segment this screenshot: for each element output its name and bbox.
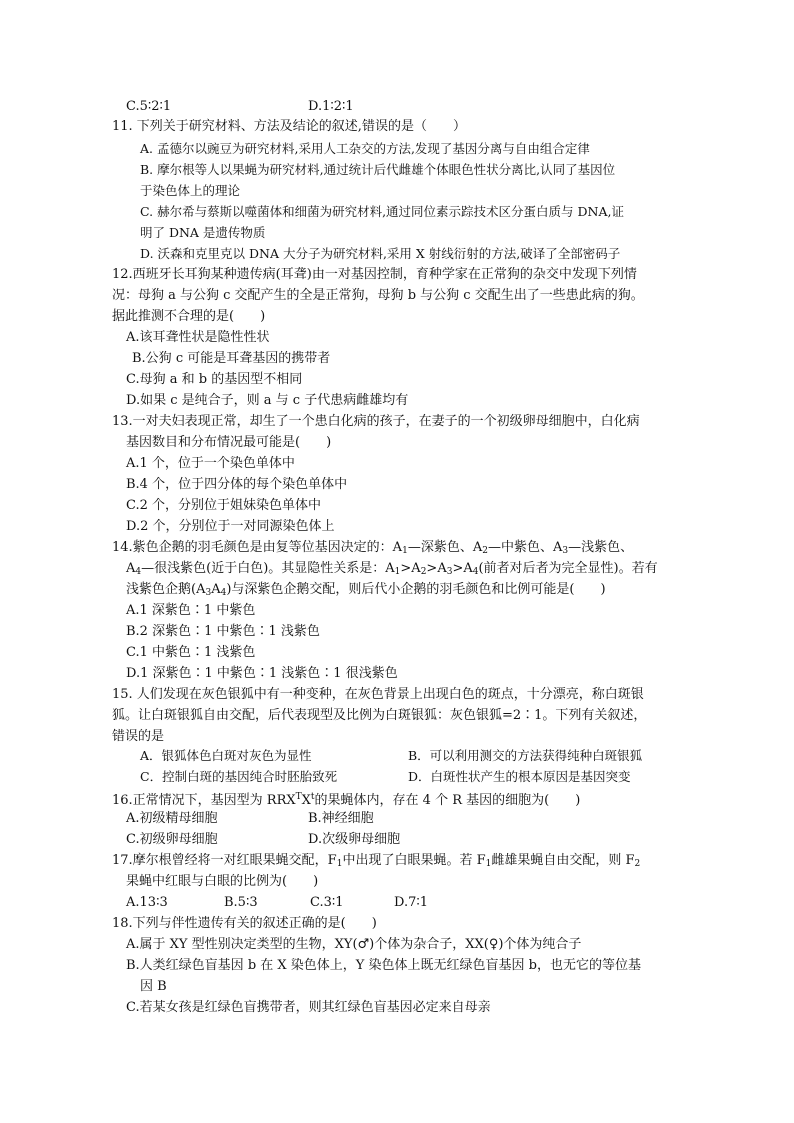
q12-option-a: A.该耳聋性状是隐性性状 [126,330,270,345]
q15-stem-line2: 狐。让白斑银狐自由交配，后代表现型及比例为白斑银狐：灰色银狐=2∶1。下列有关叙述， [112,708,647,723]
q17-option-a: A.13∶3 [126,895,168,910]
q15-option-d: D．白斑性状产生的根本原因是基因突变 [408,769,631,784]
q15-stem-line3: 错误的是 [112,729,165,744]
q17-stem-line1: 17.摩尔根曾经将一对红眼果蝇交配，$F_1$中出现了白眼果蝇。若 $F_1$雌雄果蝇自由交配，则 $F_2$ [112,853,641,869]
q13-stem-line2: 基因数目和分布情况最可能是( ) [126,435,332,450]
q14-option-c: C.1 中紫色∶1 浅紫色 [126,645,256,660]
q12-option-b: B.公狗 c 可能是耳聋基因的携带者 [132,351,331,366]
q18-option-b-line1: B.人类红绿色盲基因 b 在 X 染色体上，Y 染色体上既无红绿色盲基因 b，也无它的等位基 [126,958,641,973]
q14-option-a: A.1 深紫色∶1 中紫色 [126,603,256,618]
q13-option-a: A.1 个，位于一个染色单体中 [126,456,295,471]
q15-option-b: B．可以利用测交的方法获得纯种白斑银狐 [408,748,643,763]
q10-option-d: D.1∶2∶1 [308,99,354,114]
q17-option-d: D.7∶1 [394,895,429,910]
q12-stem-line1: 12.西班牙长耳狗某种遗传病(耳聋)由一对基因控制，育种学家在正常狗的杂交中发现下列情 [112,267,637,282]
q13-option-d: D.2 个，分别位于一对同源染色体上 [126,519,335,534]
q15-option-c: C．控制白斑的基因纯合时胚胎致死 [140,769,338,784]
q12-option-d: D.如果 c 是纯合子，则 a 与 c 子代患病雌雄均有 [126,393,409,408]
q18-option-c: C.若某女孩是红绿色盲携带者，则其红绿色盲基因必定来自母亲 [126,1000,491,1015]
q11-option-d: D. 沃森和克里克以 DNA 大分子为研究材料,采用 X 射线衍射的方法,破译了全部密码子 [140,246,621,261]
q16-option-b: B.神经细胞 [308,811,374,826]
q18-stem: 18.下列与伴性遗传有关的叙述正确的是( ) [112,916,377,931]
q17-stem-line2: 果蝇中红眼与白眼的比例为( ) [126,874,319,889]
q18-option-b-line2: 因 B [140,979,167,994]
q11-option-b-line2: 于染色体上的理论 [140,183,241,198]
q16-option-d: D.次级卵母细胞 [308,832,401,847]
q14-stem-line2: $A_4—$很浅紫色(近于白色)。其显隐性关系是：$A_1>A_2>A_3>A_4$(前者对后者为完全显性)。若有 [126,561,658,577]
q18-option-a: A.属于 XY 型性别决定类型的生物，XY(♂)个体为杂合子，XX(♀)个体为纯合子 [126,937,582,952]
q13-stem-line1: 13.一对夫妇表现正常，却生了一个患白化病的孩子，在妻子的一个初级卵母细胞中，白化病 [112,414,640,429]
q16-stem: 16.正常情况下，基因型为 $RRX^TX^t$的果蝇体内，存在 4 个 R 基因的细胞为( ) [112,792,581,808]
q14-option-d: D.1 深紫色∶1 中紫色∶1 浅紫色∶1 很浅紫色 [126,666,398,681]
q11-option-a: A. 孟德尔以豌豆为研究材料,采用人工杂交的方法,发现了基因分离与自由组合定律 [140,141,590,156]
q16-option-c: C.初级卵母细胞 [126,832,218,847]
q10-option-c: C.5∶2∶1 [126,99,172,114]
q11-option-c-line1: C. 赫尔希与蔡斯以噬菌体和细菌为研究材料,通过同位素示踪技术区分蛋白质与 DNA,证 [140,204,624,219]
q11-option-c-line2: 明了 DNA 是遗传物质 [140,225,266,240]
q11-option-b-line1: B. 摩尔根等人以果蝇为研究材料,通过统计后代雌雄个体眼色性状分离比,认同了基因位 [140,162,616,177]
q14-option-b: B.2 深紫色∶1 中紫色∶1 浅紫色 [126,624,320,639]
q13-option-c: C.2 个，分别位于姐妹染色单体中 [126,498,322,513]
q12-stem-line3: 据此推测不合理的是( ) [112,309,266,324]
q12-stem-line2: 况：母狗 a 与公狗 c 交配产生的全是正常狗，母狗 b 与公狗 c 交配生出了一些患此病的狗。 [112,288,644,303]
q16-option-a: A.初级精母细胞 [126,811,218,826]
q14-stem-line1: 14.紫色企鹅的羽毛颜色是由复等位基因决定的：$A_1—$深紫色、$A_2—$中紫色、$A_3—$浅紫色、 [112,540,634,556]
q13-option-b: B.4 个，位于四分体的每个染色单体中 [126,477,348,492]
q11-stem: 11. 下列关于研究材料、方法及结论的叙述,错误的是（ ） [112,119,466,134]
q14-stem-line3: 浅紫色企鹅$(A_3A_4)$与深紫色企鹅交配，则后代小企鹅的羽毛颜色和比例可能是( ) [126,582,606,598]
q17-option-b: B.5∶3 [224,895,258,910]
q12-option-c: C.母狗 a 和 b 的基因型不相同 [126,372,303,387]
q15-stem-line1: 15. 人们发现在灰色银狐中有一种变种，在灰色背景上出现白色的斑点，十分漂亮，称白斑银 [112,687,644,702]
q17-option-c: C.3∶1 [310,895,344,910]
q15-option-a: A．银狐体色白斑对灰色为显性 [140,748,312,763]
